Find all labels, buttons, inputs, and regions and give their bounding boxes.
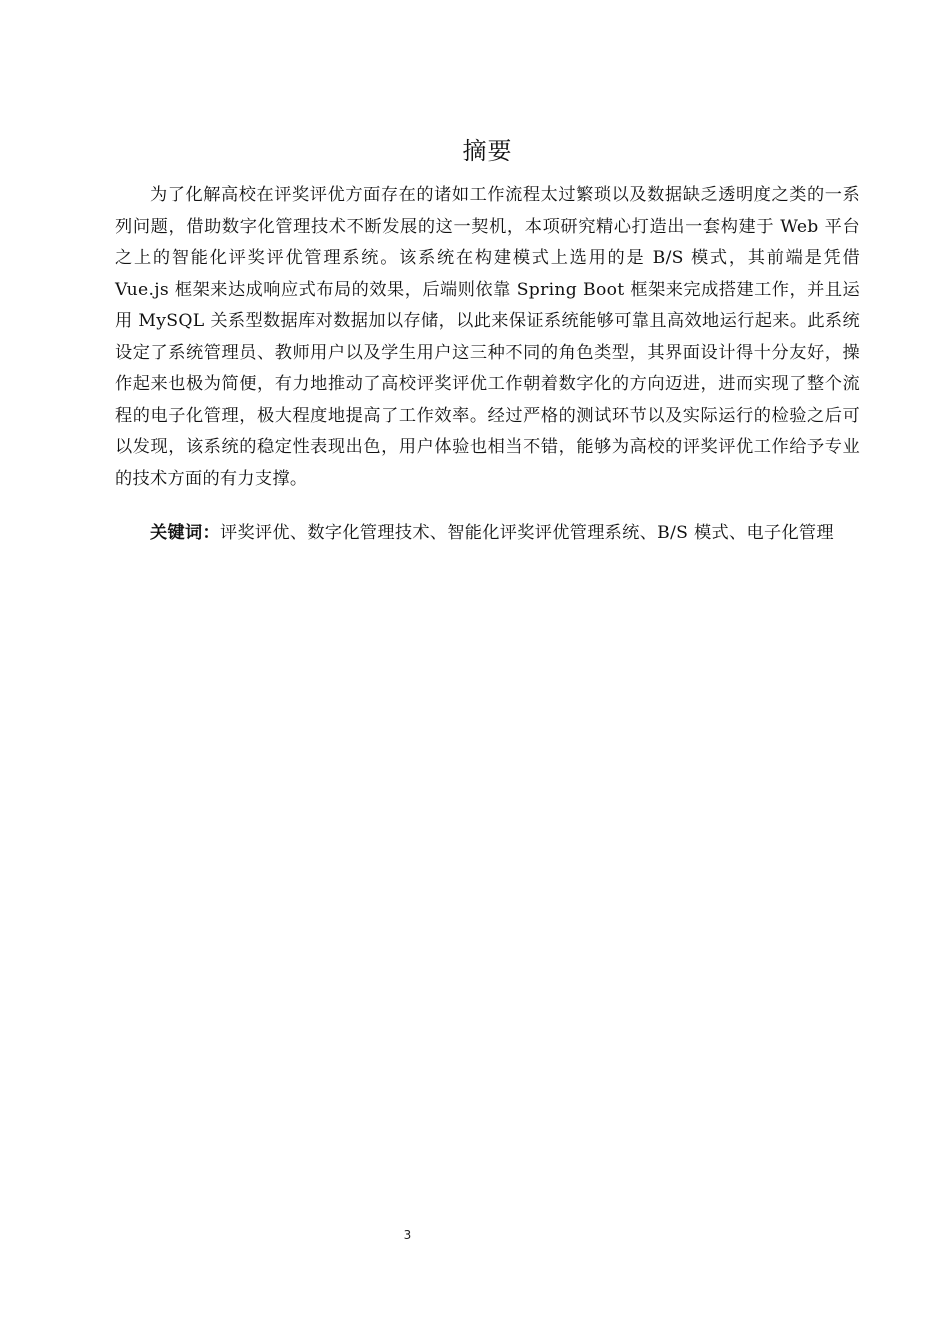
page-number: 3 [403, 1228, 412, 1242]
keywords-paragraph [115, 518, 860, 550]
keywords-label: 关键词： [150, 523, 220, 543]
keywords-text: 评奖评优、数字化管理技术、智能化评奖评优管理系统、B/S 模式、电子化管理 [219, 523, 834, 543]
page-title: 摘要 [462, 137, 513, 165]
abstract-paragraph: 为了化解高校在评奖评优方面存在的诸如工作流程太过繁琐以及数据缺乏透明度之类的一系列问题，借助数字化管理技术不断发展的这一契机，本项研究精心打造出一套构建于 Web 平台之上的智能化评奖评优管理系统。该系统在构建模式上选用的是 B/S 模式，其前端是凭借 Vue.js 框架来达成响应式布局的效果，后端则依靠 Spring Boot 框架来完成搭建工作，并且运用 MySQL 关系型数据库对数据加以存储，以此来保证系统能够可靠且高效地运行起来。此系统设定了系统管理员、教师用户以及学生用户这三种不同的角色类型，其界面设计得十分友好，操作起来也极为简便，有力地推动了高校评奖评优工作朝着数字化的方向迈进，进而实现了整个流程的电子化管理，极大程度地提高了工作效率。经过严格的测试环节以及实际运行的检验之后可以发现，该系统的稳定性表现出色，用户体验也相当不错，能够为高校的评奖评优工作给予专业的技术方面的有力支撑。 [115, 185, 860, 489]
